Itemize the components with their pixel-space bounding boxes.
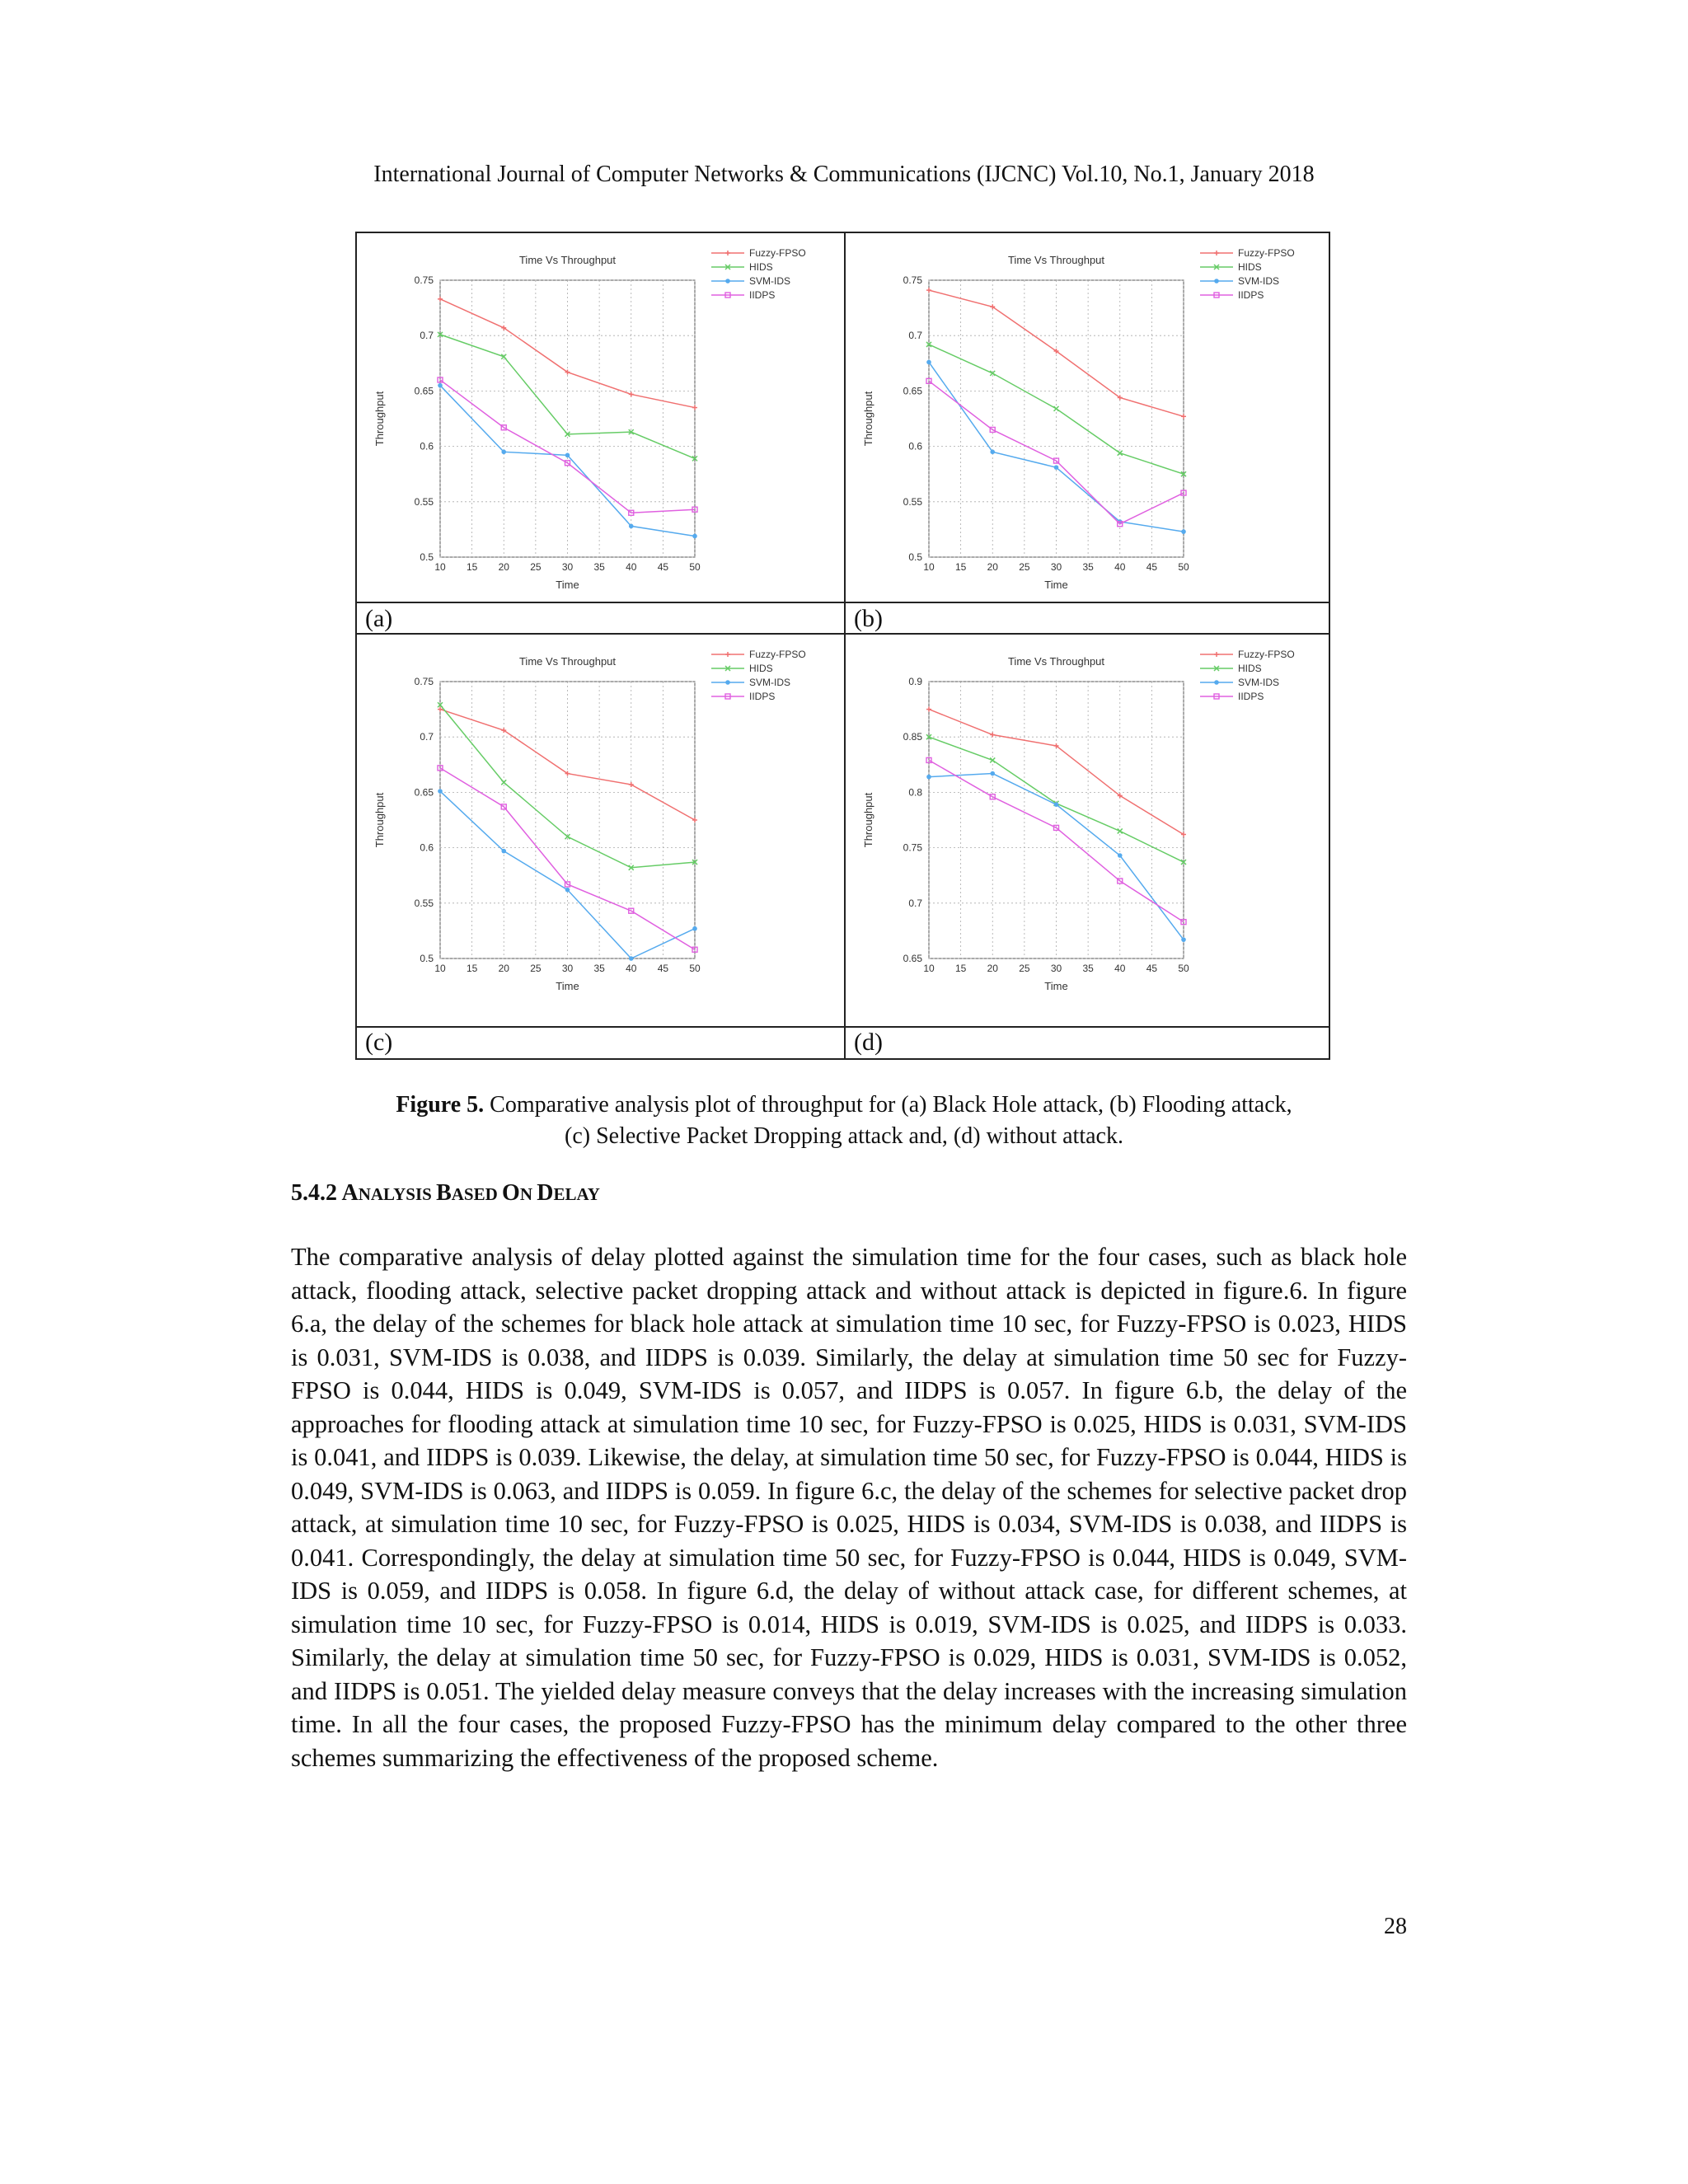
data-point-svm-ids (1181, 937, 1186, 942)
section-word-4-initial: D (537, 1180, 554, 1206)
section-word-1-rest: NALYSIS (358, 1184, 437, 1204)
running-header: International Journal of Computer Networks & Communications (IJCNC) Vol.10, No.1, January 2018 (373, 162, 1315, 187)
x-tick-label: 25 (1019, 963, 1030, 974)
x-axis-label: Time (556, 579, 579, 591)
y-tick-label: 0.5 (420, 551, 434, 563)
data-point-svm-ids (926, 360, 931, 365)
x-tick-label: 45 (657, 561, 669, 573)
data-point-svm-ids (990, 771, 995, 776)
figure-divider-c-label (357, 1026, 1329, 1028)
chart-panel-c (357, 635, 844, 1026)
section-word-1-initial: A (341, 1180, 359, 1206)
y-tick-label: 0.7 (908, 330, 922, 342)
x-axis-label: Time (556, 980, 579, 992)
y-tick-label: 0.7 (420, 330, 434, 342)
section-word-2-initial: B (436, 1180, 452, 1206)
x-tick-label: 25 (530, 561, 542, 573)
legend-label: HIDS (1238, 261, 1262, 273)
x-tick-label: 15 (954, 963, 967, 974)
legend-label: IIDPS (1238, 289, 1264, 301)
legend-label: SVM-IDS (1238, 677, 1280, 688)
chart-svg-1 (846, 233, 1329, 602)
x-tick-label: 10 (923, 561, 935, 573)
legend-marker (725, 251, 730, 255)
y-axis-label: Throughput (862, 792, 874, 848)
x-tick-label: 45 (1146, 561, 1158, 573)
legend-label: HIDS (1238, 663, 1262, 674)
data-point-svm-ids (629, 524, 634, 529)
x-tick-label: 20 (498, 963, 509, 974)
figure-5 (355, 232, 1330, 1060)
legend-marker (725, 279, 730, 284)
x-tick-label: 40 (626, 561, 637, 573)
x-tick-label: 20 (987, 561, 998, 573)
legend-marker (725, 652, 730, 657)
x-tick-label: 15 (954, 561, 967, 573)
legend-label: SVM-IDS (749, 677, 791, 688)
panel-label-a: (a) (365, 605, 393, 632)
y-tick-label: 0.5 (420, 953, 434, 964)
caption-label: Figure 5. (396, 1092, 485, 1118)
x-tick-label: 30 (561, 963, 574, 974)
legend-label: Fuzzy-FPSO (749, 247, 806, 259)
legend-marker (1214, 251, 1219, 255)
chart-title: Time Vs Throughput (1007, 254, 1105, 266)
y-axis-label: Throughput (862, 391, 874, 447)
data-point-svm-ids (438, 789, 443, 794)
legend-label: HIDS (749, 261, 773, 273)
section-word-2-rest: ASED (451, 1184, 503, 1204)
x-tick-label: 45 (1146, 963, 1158, 974)
x-tick-label: 50 (1178, 561, 1189, 573)
chart-panel-a (357, 233, 844, 602)
figure-divider-a-label (357, 602, 1329, 603)
panel-label-c: (c) (365, 1029, 393, 1056)
data-point-svm-ids (692, 534, 697, 539)
legend-label: IIDPS (1238, 691, 1264, 702)
y-axis-label: Throughput (373, 391, 386, 447)
legend-label: SVM-IDS (1238, 275, 1280, 287)
panel-label-d: (d) (854, 1029, 883, 1056)
section-number: 5.4.2 (291, 1180, 342, 1206)
data-point-svm-ids (501, 450, 506, 455)
x-tick-label: 10 (434, 561, 446, 573)
y-tick-label: 0.5 (908, 551, 922, 563)
chart-title: Time Vs Throughput (518, 254, 617, 266)
y-tick-label: 0.8 (908, 786, 922, 799)
y-tick-label: 0.6 (420, 440, 434, 452)
y-tick-label: 0.75 (903, 274, 922, 286)
x-tick-label: 35 (593, 561, 605, 573)
legend-label: Fuzzy-FPSO (749, 649, 806, 660)
x-tick-label: 15 (466, 561, 478, 573)
data-point-svm-ids (565, 453, 570, 458)
legend-marker (1214, 652, 1219, 657)
legend-label: Fuzzy-FPSO (1238, 649, 1295, 660)
y-tick-label: 0.65 (903, 385, 922, 397)
section-word-4-rest: ELAY (553, 1184, 600, 1204)
chart-svg-2 (357, 635, 844, 1026)
y-tick-label: 0.85 (903, 731, 922, 743)
data-point-svm-ids (629, 956, 634, 961)
legend-marker (1214, 680, 1219, 685)
figure-caption (0, 1090, 1688, 1152)
data-point-svm-ids (1118, 853, 1123, 858)
legend-label: IIDPS (749, 691, 776, 702)
section-word-3-rest: N (519, 1184, 537, 1204)
data-point-svm-ids (692, 926, 697, 931)
y-tick-label: 0.7 (420, 731, 434, 743)
chart-svg-0 (357, 233, 844, 602)
x-tick-label: 30 (561, 561, 574, 573)
x-tick-label: 20 (987, 963, 998, 974)
x-tick-label: 35 (1082, 561, 1094, 573)
data-point-svm-ids (565, 888, 570, 893)
panel-label-b: (b) (854, 605, 883, 632)
legend-marker (1214, 279, 1219, 284)
y-tick-label: 0.6 (420, 841, 434, 854)
legend-label: IIDPS (749, 289, 776, 301)
y-tick-label: 0.6 (908, 440, 922, 452)
y-tick-label: 0.9 (908, 676, 922, 687)
x-tick-label: 30 (1050, 561, 1062, 573)
chart-panel-b (846, 233, 1329, 602)
data-point-svm-ids (990, 450, 995, 455)
y-tick-label: 0.75 (414, 274, 434, 286)
y-tick-label: 0.55 (414, 495, 434, 508)
chart-title: Time Vs Throughput (518, 655, 617, 668)
x-tick-label: 40 (1114, 963, 1126, 974)
y-tick-label: 0.7 (908, 897, 922, 909)
y-tick-label: 0.75 (903, 841, 922, 854)
x-tick-label: 35 (593, 963, 605, 974)
chart-title: Time Vs Throughput (1007, 655, 1105, 668)
x-tick-label: 45 (657, 963, 669, 974)
caption-text: Comparative analysis plot of throughput for (a) Black Hole attack, (b) Flooding attack, (484, 1092, 1292, 1118)
data-point-svm-ids (1181, 529, 1186, 534)
data-point-svm-ids (501, 849, 506, 854)
y-tick-label: 0.75 (414, 676, 434, 687)
y-axis-label: Throughput (373, 792, 386, 848)
chart-svg-3 (846, 635, 1329, 1026)
legend-label: HIDS (749, 663, 773, 674)
x-tick-label: 50 (689, 963, 701, 974)
y-tick-label: 0.65 (903, 953, 922, 964)
x-tick-label: 40 (626, 963, 637, 974)
x-tick-label: 20 (498, 561, 509, 573)
y-tick-label: 0.65 (414, 786, 434, 799)
x-tick-label: 35 (1082, 963, 1094, 974)
caption-line-2: (c) Selective Packet Dropping attack and, (d) without attack. (565, 1123, 1123, 1149)
data-point-svm-ids (926, 775, 931, 780)
x-tick-label: 25 (530, 963, 542, 974)
x-axis-label: Time (1044, 579, 1068, 591)
data-point-svm-ids (438, 383, 443, 388)
x-tick-label: 25 (1019, 561, 1030, 573)
chart-panel-d (846, 635, 1329, 1026)
x-tick-label: 30 (1050, 963, 1062, 974)
y-tick-label: 0.55 (903, 495, 922, 508)
y-tick-label: 0.55 (414, 897, 434, 909)
y-tick-label: 0.65 (414, 385, 434, 397)
body-paragraph: The comparative analysis of delay plotted against the simulation time for the four cases, such as black hole attack, flooding attack, selective packet dropping attack and without attack is depicted in figure.6. In figure 6.a, the delay of the schemes for black hole attack at simulation time 10 sec, for Fuzzy-FPSO is 0.023, HIDS is 0.031, SVM-IDS is 0.038, and IIDPS is 0.039. Similarly, the delay at simulation time 50 sec for Fuzzy-FPSO is 0.044, HIDS is 0.049, SVM-IDS is 0.057, and IIDPS is 0.057. In figure 6.b, the delay of the approaches for flooding attack at simulation time 10 sec, for Fuzzy-FPSO is 0.025, HIDS is 0.031, SVM-IDS is 0.041, and IIDPS is 0.039. Likewise, the delay, at simulation time 50 sec, for Fuzzy-FPSO is 0.044, HIDS is 0.049, SVM-IDS is 0.063, and IIDPS is 0.059. In figure 6.c, the delay of the schemes for selective packet drop attack, at simulation time 10 sec, for Fuzzy-FPSO is 0.025, HIDS is 0.034, SVM-IDS is 0.038, and IIDPS is 0.041. Correspondingly, the delay at simulation time 50 sec, for Fuzzy-FPSO is 0.044, HIDS is 0.049, SVM-IDS is 0.059, and IIDPS is 0.058. In figure 6.d, the delay of without attack case, for different schemes, at simulation time 10 sec, for Fuzzy-FPSO is 0.014, HIDS is 0.019, SVM-IDS is 0.025, and IIDPS is 0.033. Similarly, the delay at simulation time 50 sec, for Fuzzy-FPSO is 0.029, HIDS is 0.031, SVM-IDS is 0.052, and IIDPS is 0.051. The yielded delay measure conveys that the delay increases with the increasing simulation time. In all the four cases, the proposed Fuzzy-FPSO has the minimum delay compared to the other three schemes summarizing the effectiveness of the proposed scheme. (291, 1243, 1407, 1772)
data-point-svm-ids (1054, 465, 1059, 470)
x-tick-label: 40 (1114, 561, 1126, 573)
x-axis-label: Time (1044, 980, 1068, 992)
data-point-svm-ids (1054, 802, 1059, 807)
legend-label: SVM-IDS (749, 275, 791, 287)
section-heading (291, 1180, 600, 1207)
page-number: 28 (1384, 1914, 1407, 1939)
legend-label: Fuzzy-FPSO (1238, 247, 1295, 259)
legend-marker (725, 680, 730, 685)
x-tick-label: 50 (689, 561, 701, 573)
x-tick-label: 10 (434, 963, 446, 974)
x-tick-label: 15 (466, 963, 478, 974)
section-word-3-initial: O (502, 1180, 520, 1206)
x-tick-label: 10 (923, 963, 935, 974)
x-tick-label: 50 (1178, 963, 1189, 974)
